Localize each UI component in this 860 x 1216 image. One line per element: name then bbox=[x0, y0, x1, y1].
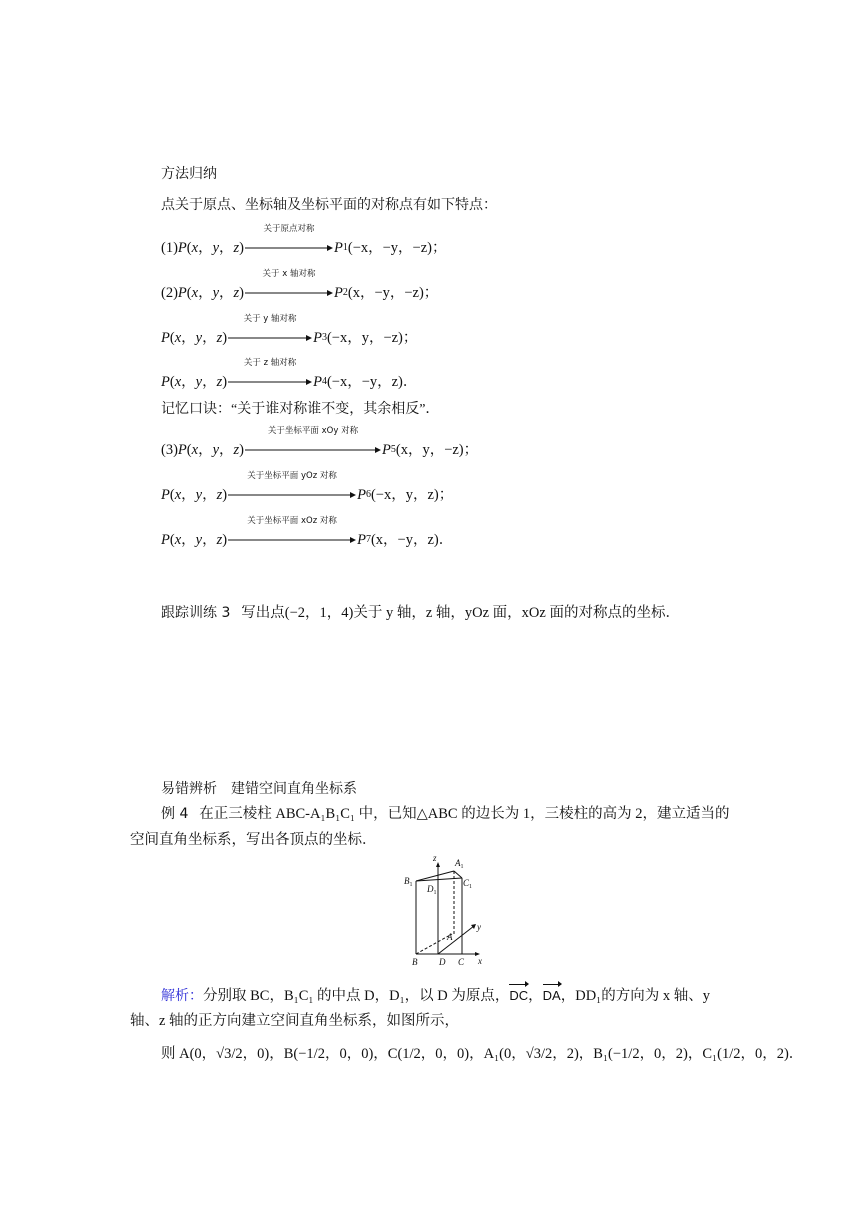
solution-line-3: 则 A(0，√3/2，0)，B(−1/2，0，0)，C(1/2，0，0)，A₁(0，√3/2，2)，B₁(−1/2，0，2)，C₁(1/2，0，2)． bbox=[161, 1046, 804, 1062]
mapping-arrow: 关于坐标平面 xOy 对称 bbox=[245, 440, 381, 460]
mapping-arrow: 关于 y 轴对称 bbox=[228, 328, 312, 348]
vector-dc: DC bbox=[509, 986, 528, 1006]
symmetry-formula-7: P ( x ， y ， z ) 关于坐标平面 xOz 对称 P 7 (x，−y，z)． bbox=[161, 516, 454, 548]
mapping-arrow: 关于坐标平面 xOz 对称 bbox=[228, 530, 356, 550]
mapping-arrow: 关于 x 轴对称 bbox=[245, 283, 333, 303]
symmetry-formula-2: (2) P ( x ， y ， z ) 关于 x 轴对称 P 2 (x，−y，−z)； bbox=[161, 269, 439, 301]
mapping-arrow: 关于原点对称 bbox=[245, 238, 333, 258]
symmetry-formula-4: P ( x ， y ， z ) 关于 z 轴对称 P 4 (−x，−y，z)． bbox=[161, 358, 418, 390]
mnemonic: 记忆口诀：“关于谁对称谁不变，其余相反”． bbox=[161, 402, 440, 417]
example-label: 例 4 bbox=[161, 806, 189, 822]
solution-line-1: 解析：分别取 BC，B₁C₁ 的中点 D，D₁，以 D 为原点，DC，DA，DD₁的方向为 x 轴、y bbox=[161, 988, 710, 1004]
vertex-a1: $A_1$ bbox=[455, 858, 464, 870]
error-title: 易错辨析 建错空间直角坐标系 bbox=[161, 781, 357, 797]
symmetry-formula-5: (3) P ( x ， y ， z ) 关于坐标平面 xOy 对称 P 5 (x，y，−z)； bbox=[161, 426, 479, 458]
method-title: 方法归纳 bbox=[161, 166, 217, 182]
vector-da: DA bbox=[543, 986, 561, 1006]
vertex-c: C bbox=[458, 957, 465, 967]
solution-line-2: 轴、z 轴的正方向建立空间直角坐标系，如图所示， bbox=[130, 1013, 460, 1029]
vertex-b: B bbox=[412, 957, 418, 967]
axis-z-label: z bbox=[433, 853, 437, 863]
training-title: 跟踪训练 3 bbox=[161, 605, 231, 621]
vertex-b1: $B_1$ bbox=[404, 876, 413, 888]
vertex-d1: $D_1$ bbox=[427, 884, 437, 896]
prism-figure bbox=[396, 850, 496, 970]
vertex-d: D bbox=[439, 957, 446, 967]
mapping-arrow: 关于 z 轴对称 bbox=[228, 372, 312, 392]
symmetry-formula-1: (1) P ( x ， y ， z ) 关于原点对称 P 1 (−x，−y，−z)； bbox=[161, 224, 447, 256]
symmetry-formula-6: P ( x ， y ， z ) 关于坐标平面 yOz 对称 P 6 (−x，y，z)； bbox=[161, 471, 454, 503]
example-text: 在正三棱柱 ABC-A₁B₁C₁ 中，已知△ABC 的边长为 1，三棱柱的高为 2，建立适当的空间直角坐标系，写出各顶点的坐标． bbox=[130, 806, 730, 848]
vertex-a: A bbox=[447, 932, 453, 942]
example-paragraph bbox=[130, 801, 730, 853]
method-intro: 点关于原点、坐标轴及坐标平面的对称点有如下特点： bbox=[161, 198, 497, 213]
training-line bbox=[161, 603, 680, 623]
axis-x-label: x bbox=[478, 956, 482, 966]
symmetry-formula-3: P ( x ， y ， z ) 关于 y 轴对称 P 3 (−x，y，−z)； bbox=[161, 314, 418, 346]
mapping-arrow: 关于坐标平面 yOz 对称 bbox=[228, 485, 356, 505]
solution-label: 解析： bbox=[161, 988, 203, 1004]
training-text: 写出点(−2，1，4)关于 y 轴，z 轴，yOz 面，xOz 面的对称点的坐标． bbox=[241, 605, 680, 621]
axis-y-label: y bbox=[477, 922, 481, 932]
vertex-c1: $C_1$ bbox=[463, 878, 473, 890]
